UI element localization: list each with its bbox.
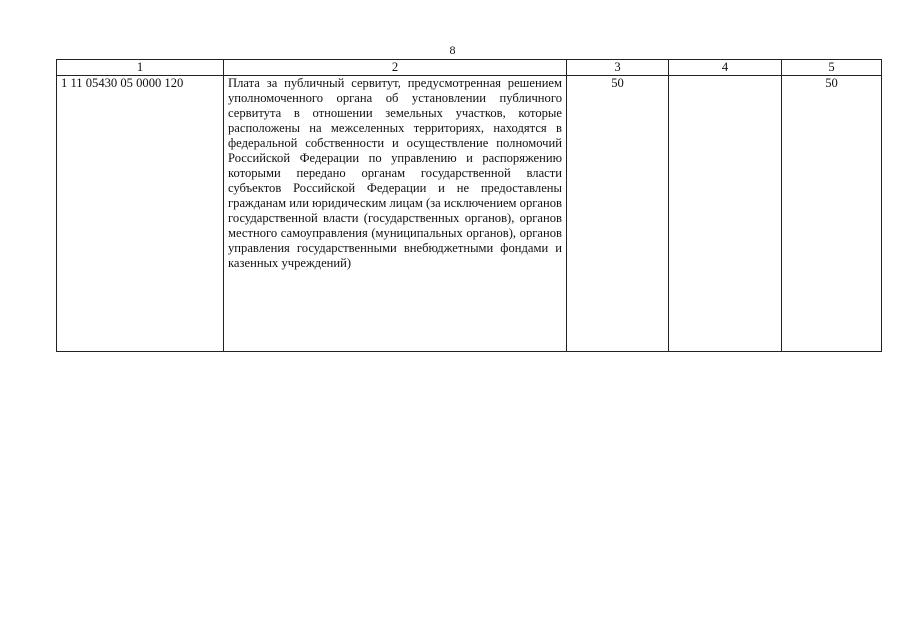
column-5-value-cell: 50 (782, 76, 882, 352)
budget-table (56, 59, 882, 352)
column-header-2: 2 (224, 60, 567, 76)
column-header-3: 3 (567, 60, 669, 76)
revenue-description-cell: Плата за публичный сервитут, предусмотренная решением уполномоченного органа об установлении публичного сервитута в отношении земельных участков, которые расположены на межселенных территориях, находятся в федеральной собственности и осуществление полномочий Российской Федерации по управлению и распоряжению которыми передано органам государственной власти субъектов Российской Федерации и не предоставлены гражданам или юридическим лицам (за исключением органов государственной власти (государственных органов), органов местного самоуправления (муниципальных органов), органов управления государственными внебюджетными фондами и казенных учреждений) (224, 76, 567, 352)
column-3-value-cell: 50 (567, 76, 669, 352)
column-4-value-cell (669, 76, 782, 352)
table-row (57, 76, 882, 352)
page-number: 8 (449, 43, 456, 57)
column-header-1: 1 (57, 60, 224, 76)
column-header-4: 4 (669, 60, 782, 76)
table-header-row (57, 60, 882, 76)
column-header-5: 5 (782, 60, 882, 76)
budget-code-cell: 1 11 05430 05 0000 120 (57, 76, 224, 352)
